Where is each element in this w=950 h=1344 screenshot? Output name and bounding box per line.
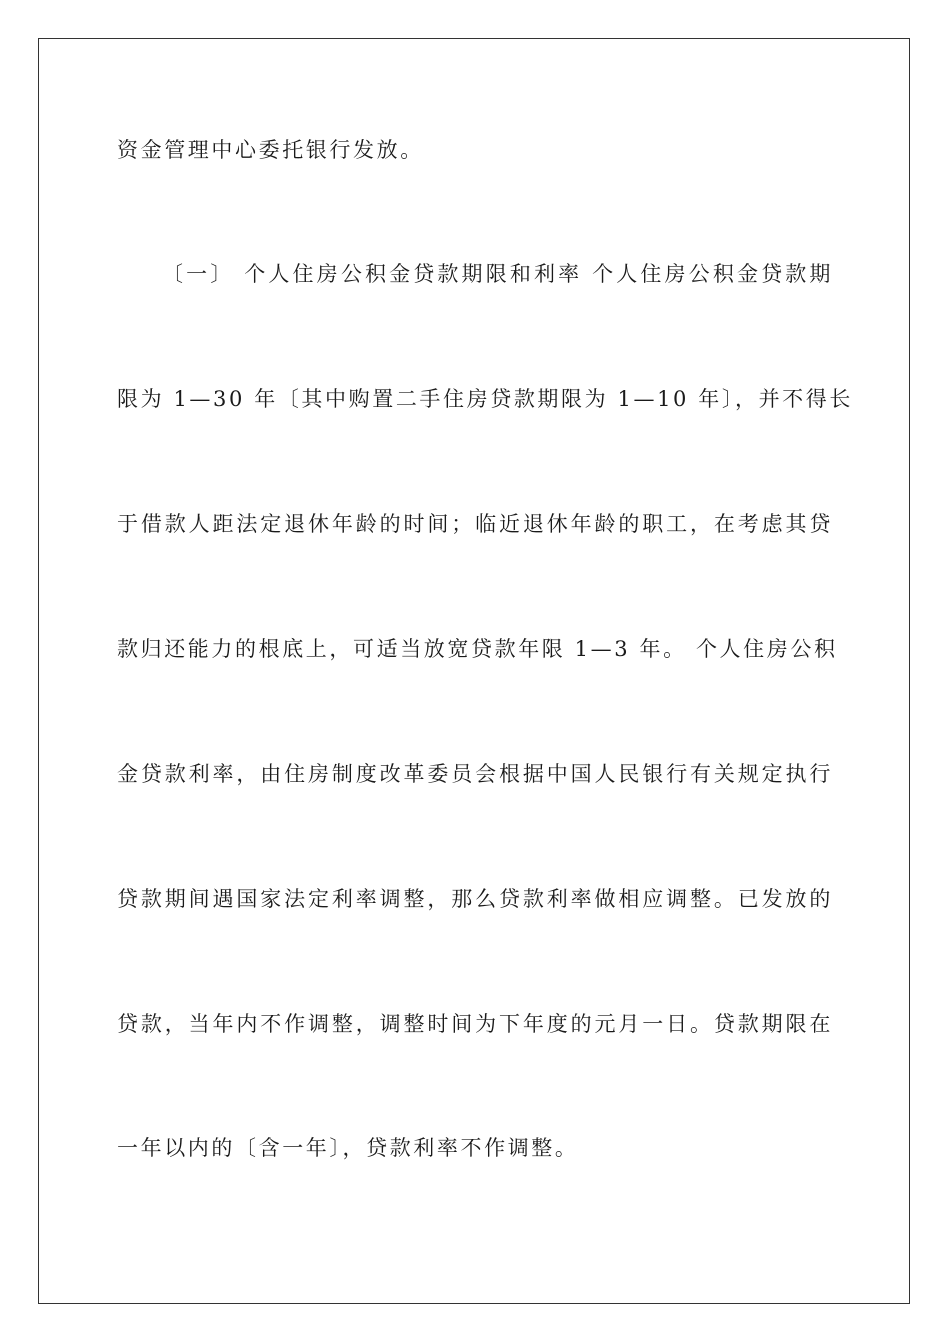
text-line-4: 于借款人距法定退休年龄的时间；临近退休年龄的职工，在考虑其贷 [117,512,833,536]
text-line-2: 〔一〕 个人住房公积金贷款期限和利率 个人住房公积金贷款期 [162,262,833,286]
page-border [38,38,910,1304]
text-line-1: 资金管理中心委托银行发放。 [117,138,424,162]
text-line-8: 贷款，当年内不作调整，调整时间为下年度的元月一日。贷款期限在 [117,1012,833,1036]
text-line-6: 金贷款利率，由住房制度改革委员会根据中国人民银行有关规定执行 [117,762,833,786]
text-line-9: 一年以内的〔含一年〕，贷款利率不作调整。 [117,1136,579,1160]
text-line-5: 款归还能力的根底上，可适当放宽贷款年限 1—3 年。 个人住房公积 [117,637,838,661]
text-line-7: 贷款期间遇国家法定利率调整，那么贷款利率做相应调整。已发放的 [117,887,833,911]
text-line-3: 限为 1—30 年〔其中购置二手住房贷款期限为 1—10 年〕，并不得长 [117,387,853,411]
